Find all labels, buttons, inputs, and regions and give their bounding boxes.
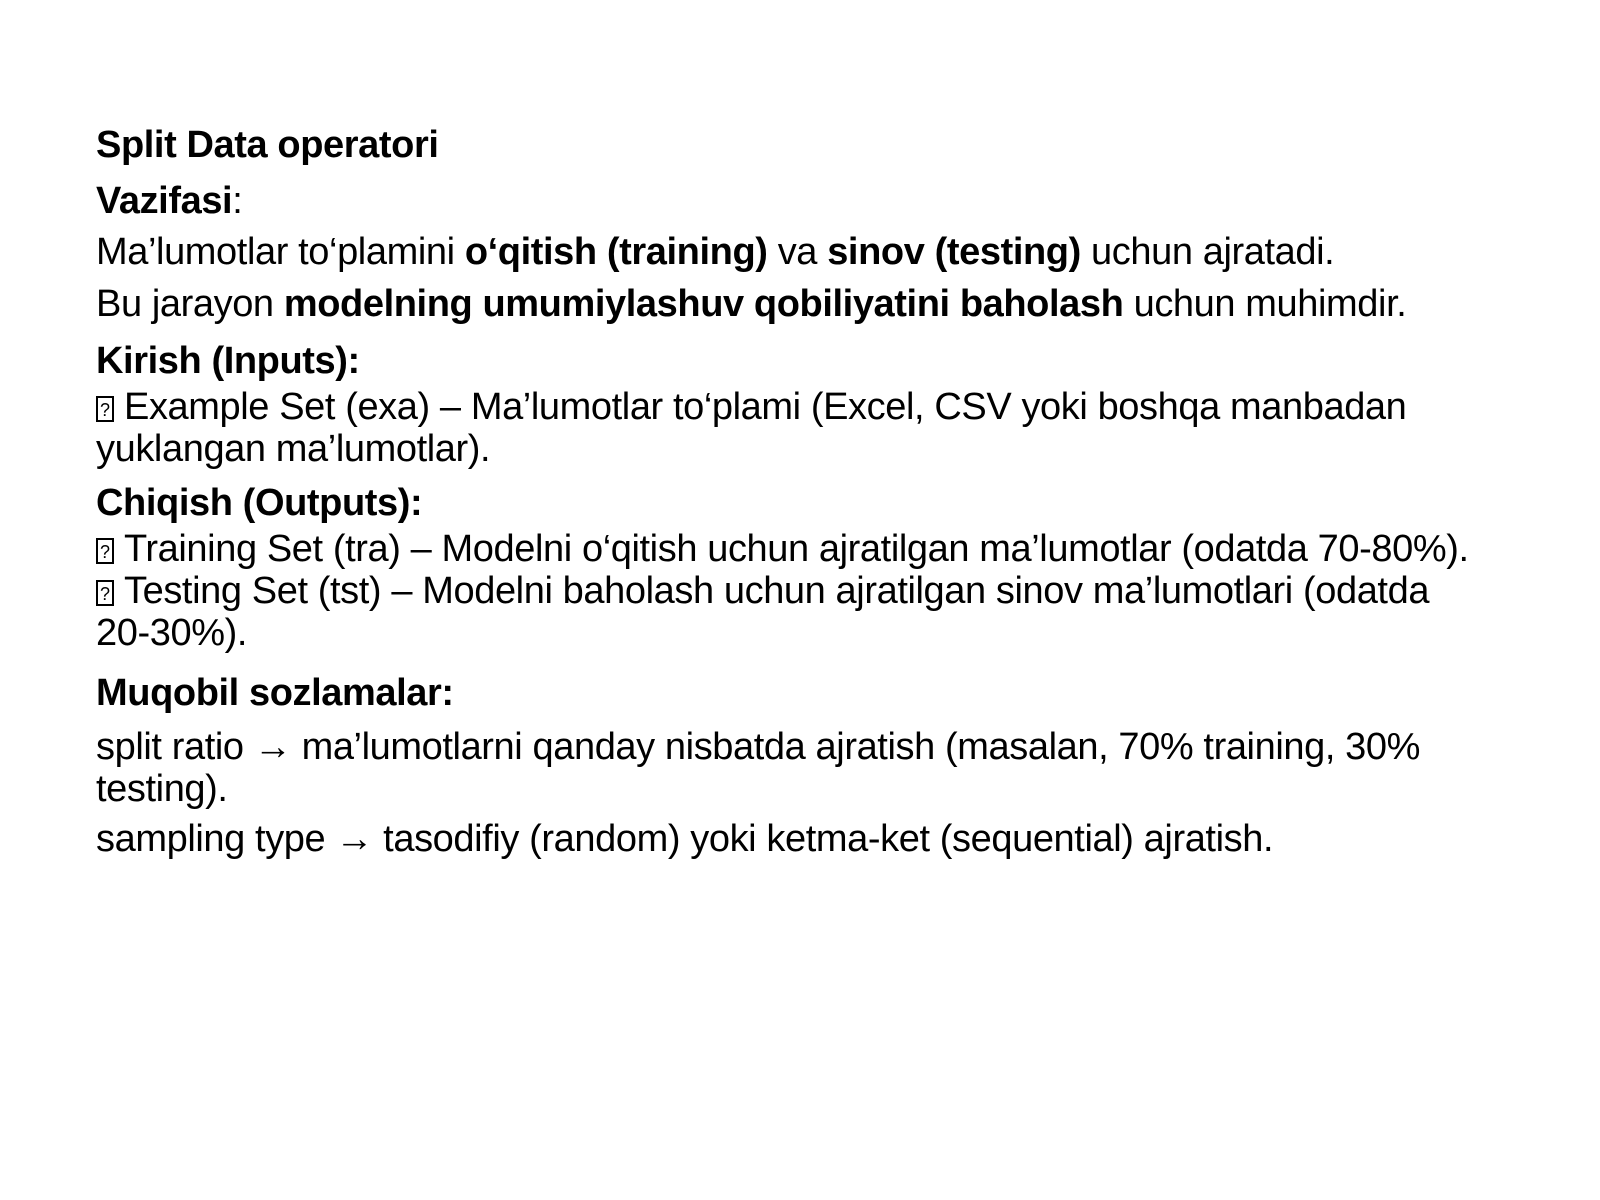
task-line2-after: uchun muhimdir. xyxy=(1123,283,1407,325)
outputs-heading: Chiqish (Outputs): xyxy=(96,482,423,524)
task-line1-mid: va xyxy=(767,231,828,273)
missing-glyph-box-icon xyxy=(96,538,114,564)
task-line2-bold: modelning umumiylashuv qobiliyatini baholash xyxy=(283,283,1124,325)
task-line1-after: uchun ajratadi. xyxy=(1080,231,1335,273)
outputs-list-item xyxy=(96,528,1476,570)
outputs-item-text-testing: Testing Set (tst) – Modelni baholash uchun ajratilgan sinov ma’lumotlari (odatda 20-30%). xyxy=(96,570,1430,654)
settings-heading: Muqobil sozlamalar: xyxy=(96,672,454,714)
slide-content xyxy=(96,120,1556,860)
task-colon: : xyxy=(232,180,243,222)
settings-item-split-ratio: split ratio → ma’lumotlarni qanday nisbatda ajratish (masalan, 70% training, 30% testing). xyxy=(96,726,1421,810)
task-heading xyxy=(96,176,1556,226)
task-description-line-2 xyxy=(96,278,1556,330)
task-line2-before: Bu jarayon xyxy=(96,283,284,325)
slide-title: Split Data operatori xyxy=(96,124,439,166)
inputs-list-item xyxy=(96,386,1476,470)
inputs-item-text: Example Set (exa) – Ma’lumotlar to‘plami (Excel, CSV yoki boshqa manbadan yuklangan ma’lumotlar). xyxy=(96,386,1407,470)
task-line1-before: Ma’lumotlar to‘plamini xyxy=(96,231,465,273)
task-label: Vazifasi xyxy=(96,180,233,222)
outputs-list-item xyxy=(96,570,1476,654)
outputs-item-text-training: Training Set (tra) – Modelni o‘qitish uchun ajratilgan ma’lumotlar (odatda 70-80%). xyxy=(124,528,1469,570)
inputs-heading: Kirish (Inputs): xyxy=(96,340,360,382)
missing-glyph-box-icon xyxy=(96,580,114,606)
task-line1-bold-testing: sinov (testing) xyxy=(827,231,1081,273)
task-line1-bold-training: o‘qitish (training) xyxy=(464,231,768,273)
task-description-line-1 xyxy=(96,226,1556,278)
missing-glyph-box-icon xyxy=(96,396,114,422)
settings-item-sampling-type: sampling type → tasodifiy (random) yoki ketma-ket (sequential) ajratish. xyxy=(96,818,1274,860)
